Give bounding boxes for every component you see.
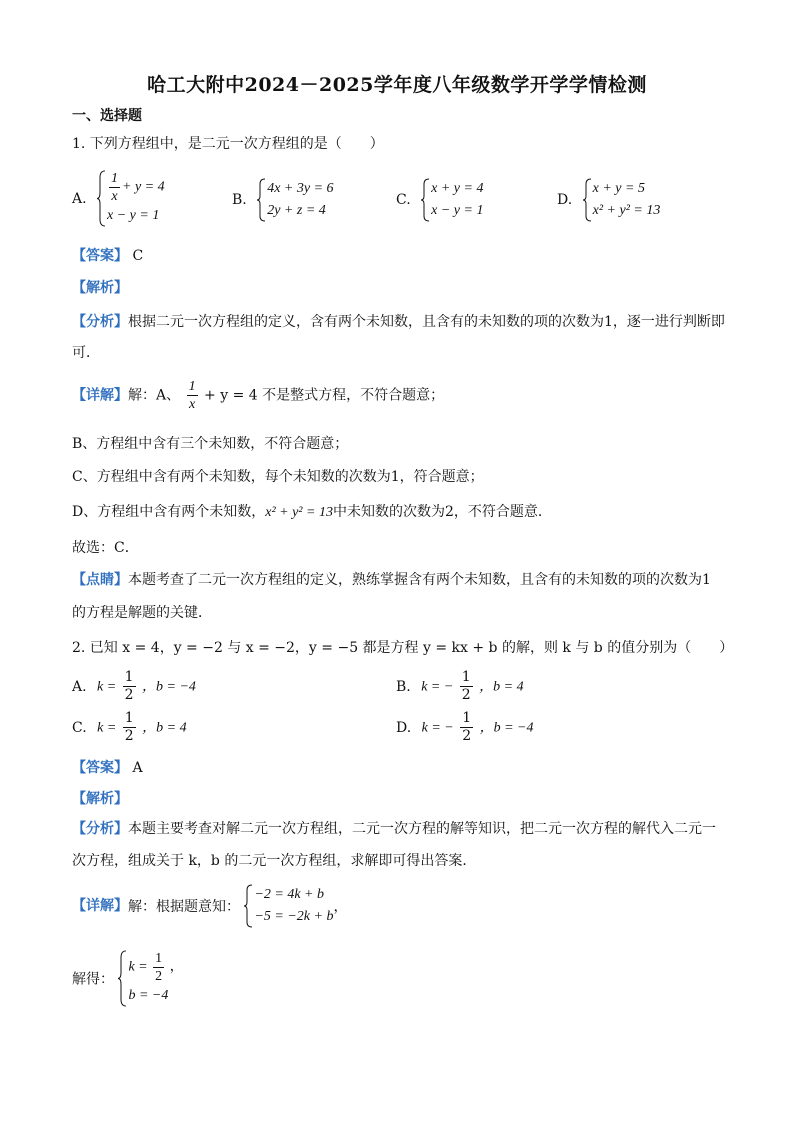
option-label: C.: [72, 719, 87, 736]
system-row: −2 = 4k + b: [254, 887, 325, 902]
q1-option-b: [232, 178, 334, 222]
system-row: 2y + z = 4: [267, 203, 326, 218]
equation-system: [257, 178, 333, 222]
system-row: −5 = −2k + b: [254, 909, 334, 924]
system-row: x + y = 5: [592, 181, 645, 196]
equation-system: [118, 950, 183, 1007]
brace-icon: [97, 170, 106, 227]
system-row: x² + y² = 13: [592, 203, 661, 218]
system-row: x − y = 1: [107, 208, 160, 223]
brace-icon: [118, 950, 127, 1007]
q1-option-d: [557, 178, 660, 222]
q1-line-d: D、方程组中含有两个未知数，x² + y² = 13中未知数的次数为2，不符合题意．: [72, 504, 552, 520]
option-label: D.: [557, 192, 573, 208]
q1-choose: 故选：C．: [72, 540, 139, 556]
q2-jiexi-tag: 【解析】: [72, 791, 128, 807]
equation-system: [421, 178, 483, 222]
q2-option-b: B. k = − $\frac{1}{2}$ ，b = 4: [396, 669, 524, 703]
q2-fenxi-cont: 次方程，组成关于 k，b 的二元一次方程组，求解即可得出答案．: [72, 853, 477, 869]
q2-stem: 2. 已知 x = 4，y = −2 与 x = −2，y = −5 都是方程 y = kx + b 的解，则 k 与 b 的值分别为（ ）: [72, 640, 734, 656]
fraction: $\frac{1}{x}$: [111, 171, 119, 204]
q1-fenxi: 【分析】根据二元一次方程组的定义，含有两个未知数，且含有的未知数的项的次数为1，逐一进行判断即: [72, 314, 725, 330]
system-row: k = $\frac{1}{2}$ ，: [128, 951, 184, 984]
q2-option-a: A. k = $\frac{1}{2}$ ，b = −4: [72, 669, 196, 703]
page-title: 哈工大附中2024－2025学年度八年级数学开学学情检测: [147, 74, 647, 96]
q2-xiangjie: 【详解】解：根据题意知： −2 = 4k + b −5 = −2k + b ，: [72, 884, 347, 928]
brace-icon: [583, 178, 592, 222]
fraction: $\frac{1}{x}$: [188, 379, 196, 412]
system-row: x − y = 1: [431, 203, 484, 218]
brace-icon: [421, 178, 430, 222]
fraction: $\frac{1}{2}$: [461, 669, 471, 703]
option-label: B.: [232, 192, 247, 208]
option-label: D.: [396, 719, 412, 736]
system-row: $\frac{1}{x}$ + y = 4: [111, 171, 165, 204]
system-row: 4x + 3y = 6: [267, 181, 334, 196]
fraction: $\frac{1}{2}$: [462, 710, 472, 744]
q2-option-c: C. k = $\frac{1}{2}$ ，b = 4: [72, 710, 187, 744]
q2-solution: 解得： k = $\frac{1}{2}$ ， b = −4: [72, 950, 184, 1007]
q1-dianjing-cont: 的方程是解题的关键．: [72, 605, 212, 621]
equation-system: [244, 884, 333, 928]
option-label: C.: [396, 192, 411, 208]
q2-answer: 【答案】 A: [72, 760, 143, 776]
brace-icon: [244, 884, 253, 928]
option-label: A.: [72, 678, 87, 695]
q1-answer: 【答案】 C: [72, 248, 144, 264]
q1-fenxi-cont: 可．: [72, 345, 100, 361]
q2-option-d: D. k = − $\frac{1}{2}$ ，b = −4: [396, 710, 534, 744]
brace-icon: [257, 178, 266, 222]
system-row: x + y = 4: [431, 181, 484, 196]
q1-stem: 1. 下列方程组中，是二元一次方程组的是（ ）: [72, 136, 384, 152]
q1-jiexi-tag: 【解析】: [72, 280, 128, 296]
q1-dianjing: 【点睛】本题考查了二元一次方程组的定义，熟练掌握含有两个未知数，且含有的未知数的项的次数为1: [72, 572, 711, 588]
section-heading: 一、选择题: [72, 108, 142, 124]
q1-xiangjie: 【详解】解：A、 $\frac{1}{x}$ + y = 4 不是整式方程，不符合题意；: [72, 379, 445, 412]
equation-system: [583, 178, 661, 222]
q2-fenxi: 【分析】本题主要考查对解二元一次方程组，二元一次方程的解等知识，把二元一次方程的解代入二元一: [72, 821, 716, 837]
fraction: $\frac{1}{2}$: [124, 669, 134, 703]
q1-option-c: [396, 178, 483, 222]
fraction: $\frac{1}{2}$: [124, 710, 134, 744]
equation-system: [97, 170, 165, 227]
q1-line-c: C、方程组中含有两个未知数，每个未知数的次数为1，符合题意；: [72, 469, 484, 485]
q1-option-a: [72, 170, 165, 227]
q1-line-b: B、方程组中含有三个未知数，不符合题意；: [72, 436, 349, 452]
option-label: B.: [396, 678, 411, 695]
fraction: $\frac{1}{2}$: [155, 951, 163, 984]
system-row: b = −4: [128, 988, 169, 1003]
option-label: A.: [72, 190, 87, 207]
